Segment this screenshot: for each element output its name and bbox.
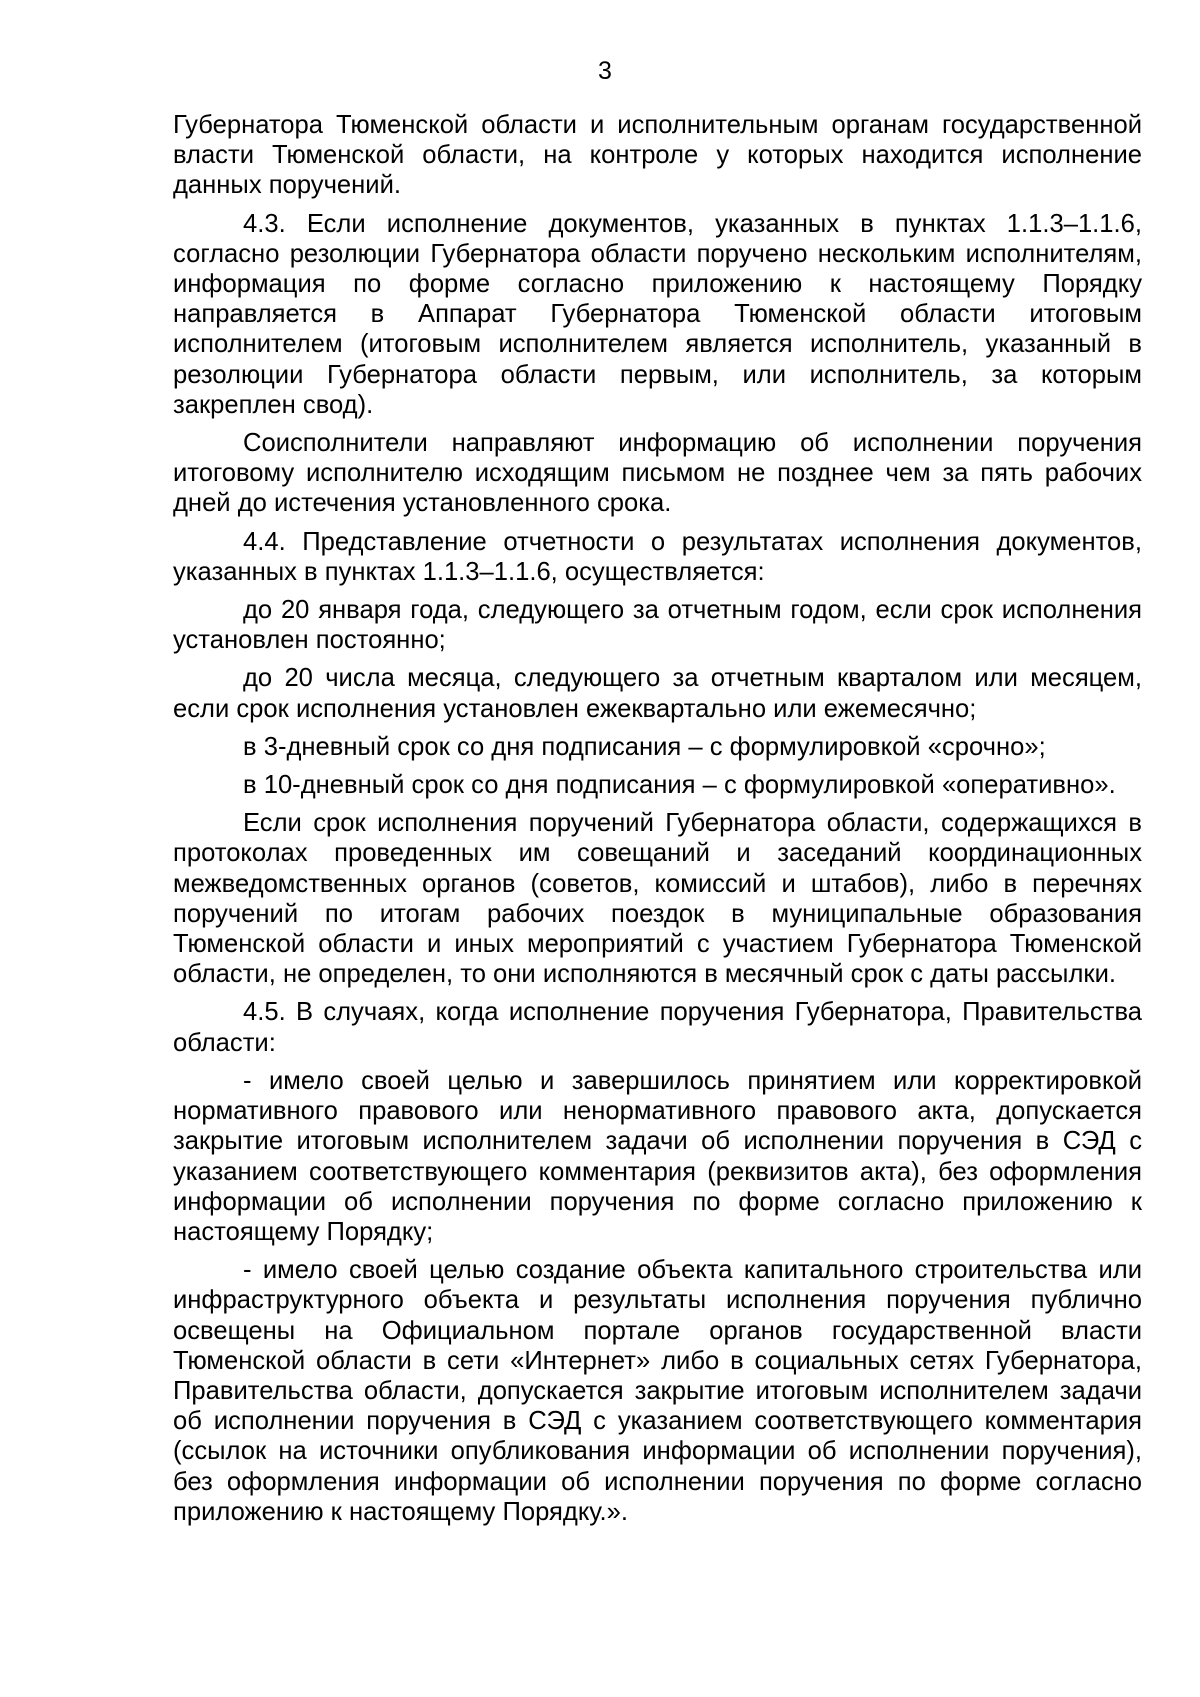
paragraph-4-4: 4.4. Представление отчетности о результатах исполнения документов, указанных в пунктах 1.1.3–1.1.6, осуществляется: bbox=[173, 527, 1142, 586]
paragraph-construction-case: - имело своей целью создание объекта капитального строительства или инфраструктурного объекта и результаты исполнения поручения публично освещены на Официальном портале органов государственной власти Тюменской области в сети «Интернет» либо в социальных сетях Губернатора, Правительства области, допускается закрытие итоговым исполнителем задачи об исполнении поручения в СЭД с указанием соответствующего комментария (ссылок на источники опубликования информации об исполнении поручения), без оформления информации об исполнении поручения по форме согласно приложению к настоящему Порядку.». bbox=[173, 1256, 1142, 1526]
paragraph-4-5: 4.5. В случаях, когда исполнение поручения Губернатора, Правительства области: bbox=[173, 998, 1142, 1057]
paragraph-legal-act-case: - имело своей целью и завершилось принятием или корректировкой нормативного правового или ненормативного правового акта, допускается закрытие итоговым исполнителем задачи об исполнении поручения в СЭД с указанием соответствующего комментария (реквизитов акта), без оформления информации об исполнении поручения по форме согласно приложению к настоящему Порядку; bbox=[173, 1066, 1142, 1246]
page-number: 3 bbox=[598, 57, 612, 85]
paragraph-undefined-deadline: Если срок исполнения поручений Губернатора области, содержащихся в протоколах проведенных им совещаний и заседаний координационных межведомственных органов (советов, комиссий и штабов), либо в перечнях поручений по итогам рабочих поездок в муниципальные образования Тюменской области и иных мероприятий с участием Губернатора Тюменской области, не определен, то они исполняются в месячный срок с даты рассылки. bbox=[173, 809, 1142, 989]
paragraph-co-executors: Соисполнители направляют информацию об исполнении поручения итоговому исполнителю исходящим письмом не позднее чем за пять рабочих дней до истечения установленного срока. bbox=[173, 429, 1142, 518]
paragraph-deadline-operative: в 10-дневный срок со дня подписания – с формулировкой «оперативно». bbox=[243, 771, 1116, 800]
paragraph-deadline-urgent: в 3-дневный срок со дня подписания – с формулировкой «срочно»; bbox=[243, 732, 1046, 761]
paragraph-deadline-annual: до 20 января года, следующего за отчетным годом, если срок исполнения установлен постоянно; bbox=[173, 596, 1142, 655]
paragraph-continuation: Губернатора Тюменской области и исполнительным органам государственной власти Тюменской области, на контроле у которых находится исполнение данных поручений. bbox=[173, 111, 1142, 200]
paragraph-4-3: 4.3. Если исполнение документов, указанных в пунктах 1.1.3–1.1.6, согласно резолюции Губернатора области поручено нескольким исполнителям, информация по форме согласно приложению к настоящему Порядку направляется в Аппарат Губернатора Тюменской области итоговым исполнителем (итоговым исполнителем является исполнитель, указанный в резолюции Губернатора области первым, или исполнитель, за которым закреплен свод). bbox=[173, 209, 1142, 419]
paragraph-deadline-quarterly: до 20 числа месяца, следующего за отчетным кварталом или месяцем, если срок исполнения установлен ежеквартально или ежемесячно; bbox=[173, 664, 1142, 723]
document-body bbox=[173, 110, 1142, 1527]
